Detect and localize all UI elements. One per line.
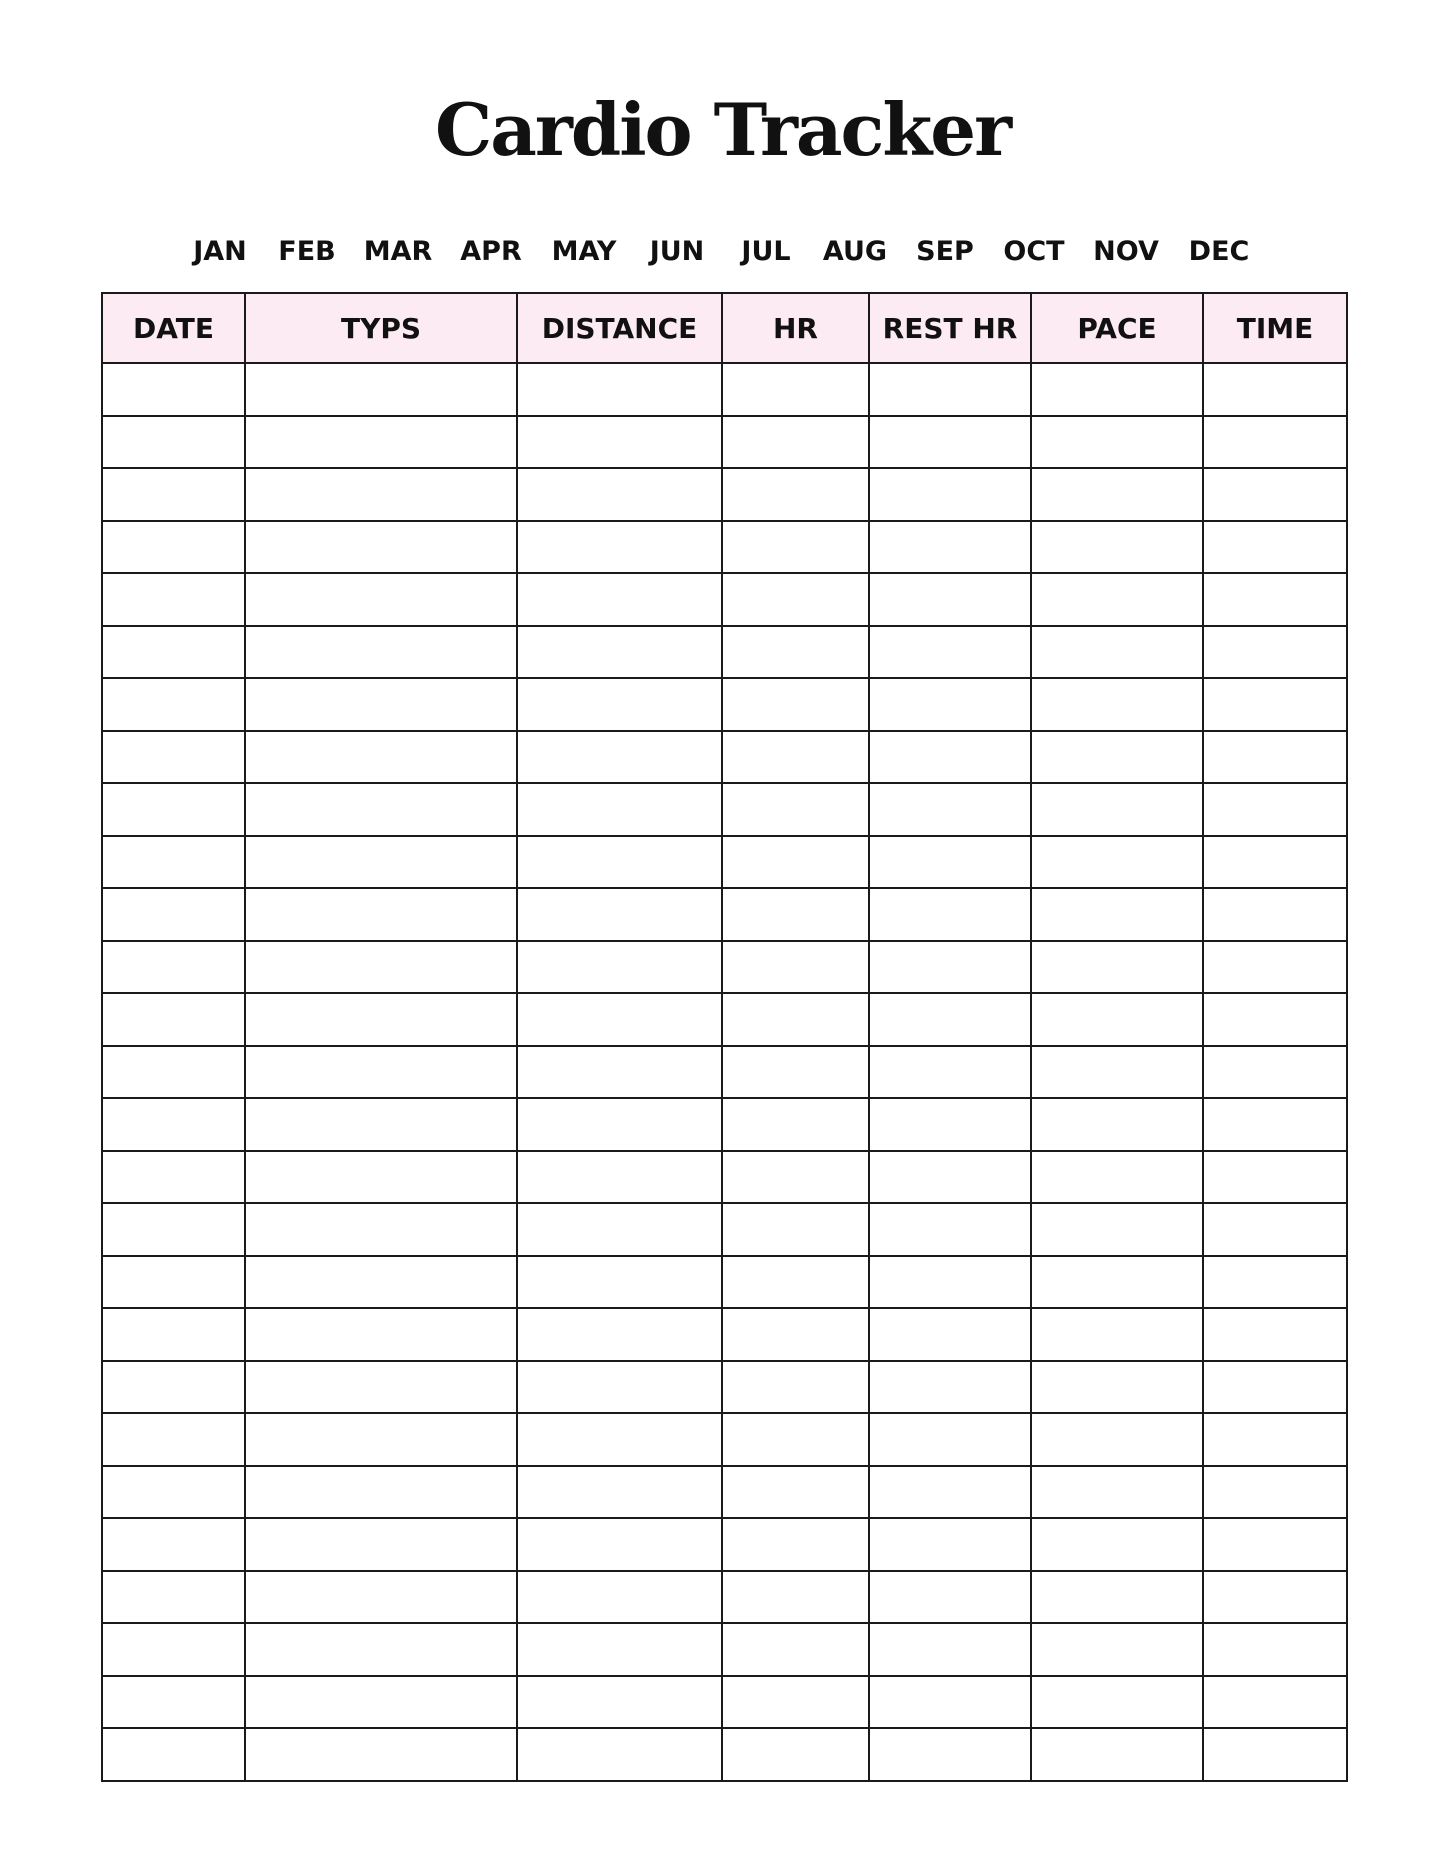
pace-cell[interactable] (1031, 468, 1203, 521)
time-cell[interactable] (1203, 1676, 1347, 1729)
pace-cell[interactable] (1031, 783, 1203, 836)
column-header-pace: PACE (1031, 293, 1203, 363)
table-row (102, 836, 1347, 889)
typs-cell[interactable] (245, 1361, 517, 1414)
distance-cell[interactable] (517, 1308, 722, 1361)
typs-cell[interactable] (245, 1046, 517, 1099)
column-header-date: DATE (102, 293, 245, 363)
month-mar[interactable]: MAR (363, 236, 433, 267)
table-row (102, 1203, 1347, 1256)
distance-cell[interactable] (517, 1728, 722, 1781)
time-cell[interactable] (1203, 993, 1347, 1046)
pace-cell[interactable] (1031, 1728, 1203, 1781)
month-nov[interactable]: NOV (1093, 236, 1159, 267)
date-cell[interactable] (102, 1256, 245, 1309)
pace-cell[interactable] (1031, 521, 1203, 574)
date-cell[interactable] (102, 836, 245, 889)
rest-hr-cell[interactable] (869, 1413, 1031, 1466)
pace-cell[interactable] (1031, 1623, 1203, 1676)
date-cell[interactable] (102, 1571, 245, 1624)
date-cell[interactable] (102, 731, 245, 784)
typs-cell[interactable] (245, 1203, 517, 1256)
date-cell[interactable] (102, 993, 245, 1046)
rest-hr-cell[interactable] (869, 626, 1031, 679)
hr-cell[interactable] (722, 468, 869, 521)
date-cell[interactable] (102, 678, 245, 731)
rest-hr-cell[interactable] (869, 1728, 1031, 1781)
distance-cell[interactable] (517, 416, 722, 469)
pace-cell[interactable] (1031, 1256, 1203, 1309)
table-row (102, 1728, 1347, 1781)
date-cell[interactable] (102, 416, 245, 469)
rest-hr-cell[interactable] (869, 783, 1031, 836)
table-row (102, 993, 1347, 1046)
typs-cell[interactable] (245, 1623, 517, 1676)
rest-hr-cell[interactable] (869, 573, 1031, 626)
time-cell[interactable] (1203, 1308, 1347, 1361)
time-cell[interactable] (1203, 1518, 1347, 1571)
pace-cell[interactable] (1031, 1676, 1203, 1729)
time-cell[interactable] (1203, 1466, 1347, 1519)
time-cell[interactable] (1203, 1203, 1347, 1256)
rest-hr-cell[interactable] (869, 1518, 1031, 1571)
distance-cell[interactable] (517, 1046, 722, 1099)
table-row (102, 521, 1347, 574)
rest-hr-cell[interactable] (869, 1256, 1031, 1309)
rest-hr-cell[interactable] (869, 1361, 1031, 1414)
distance-cell[interactable] (517, 1413, 722, 1466)
rest-hr-cell[interactable] (869, 1046, 1031, 1099)
date-cell[interactable] (102, 626, 245, 679)
hr-cell[interactable] (722, 1466, 869, 1519)
table-row (102, 1098, 1347, 1151)
time-cell[interactable] (1203, 1413, 1347, 1466)
pace-cell[interactable] (1031, 573, 1203, 626)
rest-hr-cell[interactable] (869, 1676, 1031, 1729)
time-cell[interactable] (1203, 1361, 1347, 1414)
hr-cell[interactable] (722, 1518, 869, 1571)
typs-cell[interactable] (245, 1151, 517, 1204)
pace-cell[interactable] (1031, 1203, 1203, 1256)
date-cell[interactable] (102, 941, 245, 994)
rest-hr-cell[interactable] (869, 731, 1031, 784)
typs-cell[interactable] (245, 416, 517, 469)
distance-cell[interactable] (517, 1518, 722, 1571)
date-cell[interactable] (102, 1046, 245, 1099)
rest-hr-cell[interactable] (869, 678, 1031, 731)
time-cell[interactable] (1203, 731, 1347, 784)
table-row (102, 1466, 1347, 1519)
rest-hr-cell[interactable] (869, 363, 1031, 416)
table-header-row (102, 293, 1347, 363)
distance-cell[interactable] (517, 468, 722, 521)
typs-cell[interactable] (245, 1518, 517, 1571)
distance-cell[interactable] (517, 1098, 722, 1151)
distance-cell[interactable] (517, 731, 722, 784)
typs-cell[interactable] (245, 363, 517, 416)
hr-cell[interactable] (722, 1308, 869, 1361)
date-cell[interactable] (102, 1728, 245, 1781)
rest-hr-cell[interactable] (869, 1571, 1031, 1624)
typs-cell[interactable] (245, 521, 517, 574)
distance-cell[interactable] (517, 626, 722, 679)
rest-hr-cell[interactable] (869, 1203, 1031, 1256)
hr-cell[interactable] (722, 836, 869, 889)
month-may[interactable]: MAY (551, 236, 617, 267)
distance-cell[interactable] (517, 888, 722, 941)
distance-cell[interactable] (517, 1676, 722, 1729)
typs-cell[interactable] (245, 888, 517, 941)
date-cell[interactable] (102, 1623, 245, 1676)
time-cell[interactable] (1203, 1046, 1347, 1099)
time-cell[interactable] (1203, 1256, 1347, 1309)
hr-cell[interactable] (722, 573, 869, 626)
pace-cell[interactable] (1031, 888, 1203, 941)
table-row (102, 1676, 1347, 1729)
distance-cell[interactable] (517, 1256, 722, 1309)
pace-cell[interactable] (1031, 941, 1203, 994)
distance-cell[interactable] (517, 363, 722, 416)
cardio-log-table (101, 292, 1348, 1782)
pace-cell[interactable] (1031, 993, 1203, 1046)
date-cell[interactable] (102, 783, 245, 836)
typs-cell[interactable] (245, 1256, 517, 1309)
month-jan[interactable]: JAN (193, 236, 247, 267)
table-row (102, 783, 1347, 836)
hr-cell[interactable] (722, 941, 869, 994)
page-title: Cardio Tracker (434, 87, 1011, 172)
month-selector (0, 234, 1445, 270)
distance-cell[interactable] (517, 521, 722, 574)
date-cell[interactable] (102, 573, 245, 626)
column-header-rest-hr: REST HR (869, 293, 1031, 363)
pace-cell[interactable] (1031, 1361, 1203, 1414)
typs-cell[interactable] (245, 626, 517, 679)
pace-cell[interactable] (1031, 836, 1203, 889)
table-row (102, 626, 1347, 679)
hr-cell[interactable] (722, 1361, 869, 1414)
date-cell[interactable] (102, 1308, 245, 1361)
time-cell[interactable] (1203, 783, 1347, 836)
typs-cell[interactable] (245, 783, 517, 836)
date-cell[interactable] (102, 1361, 245, 1414)
hr-cell[interactable] (722, 1098, 869, 1151)
hr-cell[interactable] (722, 1571, 869, 1624)
rest-hr-cell[interactable] (869, 888, 1031, 941)
rest-hr-cell[interactable] (869, 1098, 1031, 1151)
time-cell[interactable] (1203, 1151, 1347, 1204)
time-cell[interactable] (1203, 468, 1347, 521)
month-sep[interactable]: SEP (916, 236, 974, 267)
time-cell[interactable] (1203, 836, 1347, 889)
distance-cell[interactable] (517, 678, 722, 731)
table-row (102, 1361, 1347, 1414)
date-cell[interactable] (102, 363, 245, 416)
hr-cell[interactable] (722, 1151, 869, 1204)
typs-cell[interactable] (245, 836, 517, 889)
time-cell[interactable] (1203, 1571, 1347, 1624)
hr-cell[interactable] (722, 1676, 869, 1729)
month-oct[interactable]: OCT (1003, 236, 1065, 267)
pace-cell[interactable] (1031, 1151, 1203, 1204)
typs-cell[interactable] (245, 678, 517, 731)
rest-hr-cell[interactable] (869, 1151, 1031, 1204)
time-cell[interactable] (1203, 678, 1347, 731)
pace-cell[interactable] (1031, 1046, 1203, 1099)
hr-cell[interactable] (722, 1728, 869, 1781)
typs-cell[interactable] (245, 1728, 517, 1781)
rest-hr-cell[interactable] (869, 836, 1031, 889)
time-cell[interactable] (1203, 941, 1347, 994)
typs-cell[interactable] (245, 993, 517, 1046)
table-row (102, 1046, 1347, 1099)
typs-cell[interactable] (245, 468, 517, 521)
table-row (102, 1151, 1347, 1204)
date-cell[interactable] (102, 1466, 245, 1519)
distance-cell[interactable] (517, 993, 722, 1046)
date-cell[interactable] (102, 468, 245, 521)
hr-cell[interactable] (722, 888, 869, 941)
month-apr[interactable]: APR (460, 236, 522, 267)
distance-cell[interactable] (517, 1466, 722, 1519)
time-cell[interactable] (1203, 1098, 1347, 1151)
time-cell[interactable] (1203, 626, 1347, 679)
pace-cell[interactable] (1031, 1466, 1203, 1519)
hr-cell[interactable] (722, 626, 869, 679)
typs-cell[interactable] (245, 1098, 517, 1151)
hr-cell[interactable] (722, 731, 869, 784)
table-row (102, 1256, 1347, 1309)
time-cell[interactable] (1203, 363, 1347, 416)
typs-cell[interactable] (245, 1571, 517, 1624)
table-row (102, 573, 1347, 626)
typs-cell[interactable] (245, 731, 517, 784)
distance-cell[interactable] (517, 1623, 722, 1676)
hr-cell[interactable] (722, 363, 869, 416)
pace-cell[interactable] (1031, 1518, 1203, 1571)
month-jul[interactable]: JUL (741, 236, 791, 267)
date-cell[interactable] (102, 1098, 245, 1151)
date-cell[interactable] (102, 1676, 245, 1729)
pace-cell[interactable] (1031, 363, 1203, 416)
table-row (102, 1571, 1347, 1624)
time-cell[interactable] (1203, 416, 1347, 469)
distance-cell[interactable] (517, 1571, 722, 1624)
hr-cell[interactable] (722, 416, 869, 469)
typs-cell[interactable] (245, 1413, 517, 1466)
hr-cell[interactable] (722, 1203, 869, 1256)
pace-cell[interactable] (1031, 626, 1203, 679)
typs-cell[interactable] (245, 1676, 517, 1729)
table-row (102, 941, 1347, 994)
distance-cell[interactable] (517, 783, 722, 836)
time-cell[interactable] (1203, 1728, 1347, 1781)
rest-hr-cell[interactable] (869, 416, 1031, 469)
typs-cell[interactable] (245, 1308, 517, 1361)
pace-cell[interactable] (1031, 1308, 1203, 1361)
table-row (102, 468, 1347, 521)
pace-cell[interactable] (1031, 1571, 1203, 1624)
table-row (102, 731, 1347, 784)
month-dec[interactable]: DEC (1188, 236, 1250, 267)
distance-cell[interactable] (517, 1361, 722, 1414)
month-feb[interactable]: FEB (278, 236, 336, 267)
distance-cell[interactable] (517, 836, 722, 889)
typs-cell[interactable] (245, 1466, 517, 1519)
table-row (102, 1413, 1347, 1466)
hr-cell[interactable] (722, 783, 869, 836)
table-row (102, 363, 1347, 416)
column-header-typs: TYPS (245, 293, 517, 363)
hr-cell[interactable] (722, 521, 869, 574)
rest-hr-cell[interactable] (869, 1623, 1031, 1676)
column-header-hr: HR (722, 293, 869, 363)
time-cell[interactable] (1203, 1623, 1347, 1676)
rest-hr-cell[interactable] (869, 1466, 1031, 1519)
rest-hr-cell[interactable] (869, 993, 1031, 1046)
hr-cell[interactable] (722, 1413, 869, 1466)
hr-cell[interactable] (722, 1046, 869, 1099)
distance-cell[interactable] (517, 573, 722, 626)
pace-cell[interactable] (1031, 1413, 1203, 1466)
time-cell[interactable] (1203, 888, 1347, 941)
month-jun[interactable]: JUN (649, 236, 705, 267)
date-cell[interactable] (102, 1203, 245, 1256)
date-cell[interactable] (102, 888, 245, 941)
rest-hr-cell[interactable] (869, 941, 1031, 994)
date-cell[interactable] (102, 1151, 245, 1204)
date-cell[interactable] (102, 1413, 245, 1466)
table-row (102, 1308, 1347, 1361)
table-row (102, 1518, 1347, 1571)
distance-cell[interactable] (517, 1203, 722, 1256)
table-row (102, 416, 1347, 469)
distance-cell[interactable] (517, 1151, 722, 1204)
pace-cell[interactable] (1031, 416, 1203, 469)
table-row (102, 678, 1347, 731)
date-cell[interactable] (102, 521, 245, 574)
rest-hr-cell[interactable] (869, 1308, 1031, 1361)
rest-hr-cell[interactable] (869, 468, 1031, 521)
date-cell[interactable] (102, 1518, 245, 1571)
table-row (102, 888, 1347, 941)
typs-cell[interactable] (245, 573, 517, 626)
typs-cell[interactable] (245, 941, 517, 994)
pace-cell[interactable] (1031, 1098, 1203, 1151)
hr-cell[interactable] (722, 1256, 869, 1309)
column-header-time: TIME (1203, 293, 1347, 363)
hr-cell[interactable] (722, 678, 869, 731)
time-cell[interactable] (1203, 521, 1347, 574)
table-row (102, 1623, 1347, 1676)
distance-cell[interactable] (517, 941, 722, 994)
hr-cell[interactable] (722, 993, 869, 1046)
pace-cell[interactable] (1031, 678, 1203, 731)
hr-cell[interactable] (722, 1623, 869, 1676)
pace-cell[interactable] (1031, 731, 1203, 784)
rest-hr-cell[interactable] (869, 521, 1031, 574)
month-aug[interactable]: AUG (822, 236, 888, 267)
column-header-distance: DISTANCE (517, 293, 722, 363)
time-cell[interactable] (1203, 573, 1347, 626)
